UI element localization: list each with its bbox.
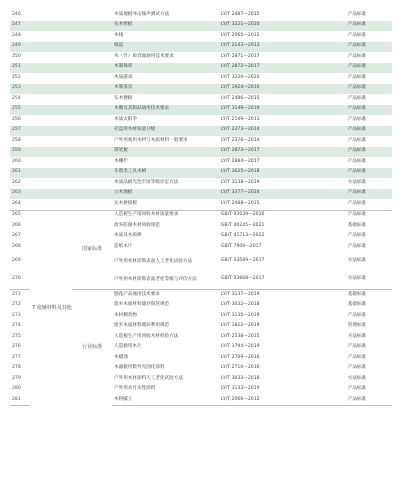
standard-code: LY/T 2487—2015	[221, 11, 260, 17]
standard-type: 产品标准	[347, 243, 367, 249]
standard-type: 方法标准	[347, 179, 367, 185]
table-row	[10, 63, 392, 74]
standard-type: 产品标准	[347, 116, 367, 122]
standard-name: 废弃防腐木材回收规范	[114, 222, 160, 228]
standard-code: LY/T 3149—2019	[219, 105, 322, 116]
empty-category-cell	[30, 199, 112, 210]
standard-name: 木蜡油	[114, 354, 128, 360]
standard-type: 产品标准	[347, 386, 367, 392]
standard-name: 托盘用木材质量分级	[112, 126, 219, 137]
empty-category-cell	[30, 105, 112, 116]
table-row	[10, 157, 392, 168]
standard-code: LY/T 2873—2017	[219, 147, 322, 158]
table-row	[10, 136, 392, 147]
table-row	[10, 52, 392, 63]
standard-type: 产品标准	[322, 42, 392, 53]
row-number: 270	[12, 276, 21, 282]
row-number: 251	[10, 63, 30, 74]
table-row	[10, 42, 392, 53]
standard-code: LY/T 2066—2012	[219, 395, 322, 406]
standards-table-body	[10, 10, 392, 406]
subcategory-industry: 行业标准	[72, 289, 112, 406]
standard-code: LY/T 2486—2015	[221, 95, 260, 101]
row-number: 255	[10, 105, 30, 116]
row-number: 260	[12, 158, 21, 164]
standard-code: LY/T 2871—2017	[221, 53, 260, 59]
standard-type: 产品标准	[347, 354, 367, 360]
row-number: 246	[12, 11, 21, 17]
standard-name: 实木壁板	[112, 21, 219, 32]
standard-name: 木质及木质棒	[114, 233, 142, 239]
standard-name-text: 户外用木材涂饰表面人工老化试验方法	[114, 258, 193, 264]
standard-name: 锁笔板	[112, 147, 219, 158]
standard-code: GB/T 41713—2022	[221, 233, 265, 239]
standard-type: 产品标准	[322, 63, 392, 74]
row-number: 263	[10, 189, 30, 200]
row-number: 248	[12, 32, 21, 38]
standard-code: LY/T 3032—2018	[221, 302, 260, 308]
empty-category-cell	[30, 73, 112, 84]
standard-type: 产品标准	[322, 395, 392, 406]
table-row	[10, 94, 392, 105]
row-number: 280	[12, 386, 21, 392]
empty-category-cell	[30, 52, 112, 63]
standard-name: 人造板生产用回收木材质量要求	[112, 210, 219, 221]
standard-name: 木栈	[114, 32, 124, 38]
row-number: 274	[12, 323, 21, 329]
empty-category-cell	[30, 189, 112, 200]
standard-type: 方法标准	[347, 375, 367, 381]
standard-name: 人造板生产用回收木材检验方法	[114, 333, 179, 339]
standard-code: GB/T 33668—2017	[221, 276, 265, 282]
standard-name: 造纸木片	[114, 243, 133, 249]
row-number: 273	[12, 312, 21, 318]
standard-type: 基础标准	[347, 302, 367, 308]
standard-code: LY/T 3025—2018	[219, 168, 322, 179]
standard-code: LY/T 1924—2010	[219, 84, 322, 95]
standard-name: 木质地板冲击噪声测试方法	[114, 11, 170, 17]
standard-type: 方法标准	[347, 258, 367, 264]
standard-code: LY/T 2376—2014	[221, 137, 260, 143]
standard-code: LY/T 1794—2019	[221, 344, 260, 350]
row-number: 252	[12, 74, 21, 80]
row-number: 259	[10, 147, 30, 158]
standard-code: LY/T 3221—2020	[219, 21, 322, 32]
empty-category-cell	[30, 126, 112, 137]
standard-name: 木材剩余物	[114, 312, 137, 318]
row-number: 247	[10, 21, 30, 32]
standard-code: LY/T 3137—2019	[219, 289, 322, 300]
standard-code: LY/T 2872—2017	[219, 63, 322, 74]
empty-category-cell	[30, 84, 112, 95]
standard-name: 实木拼接板	[114, 200, 137, 206]
standard-name: 刨花产品通用技术要求	[112, 289, 219, 300]
empty-category-cell	[30, 63, 112, 74]
empty-category-cell	[30, 10, 112, 21]
table-row	[10, 147, 392, 158]
standards-table	[10, 10, 392, 406]
standard-name: 户外用木材涂料人工老化试验方法	[114, 375, 183, 381]
row-number: 272	[12, 302, 21, 308]
standard-type: 产品标准	[322, 168, 392, 179]
row-number: 269	[12, 258, 21, 264]
empty-category-cell	[30, 31, 112, 42]
standard-code: GB/T 7909—2017	[221, 243, 262, 249]
standard-code: LY/T 2373—2014	[219, 126, 322, 137]
standard-name: 立木地板	[112, 189, 219, 200]
standard-name: 木制茶具	[112, 84, 219, 95]
empty-category-cell	[30, 21, 112, 32]
standard-type: 产品标准	[347, 137, 367, 143]
standard-type: 产品标准	[322, 189, 392, 200]
row-number: 267	[12, 233, 21, 239]
row-number: 253	[10, 84, 30, 95]
standard-code: LY/T 2065—2012	[221, 32, 260, 38]
row-number: 254	[12, 95, 21, 101]
table-row	[10, 105, 392, 116]
standard-code: GB/T 40245—2021	[221, 222, 265, 228]
standard-type: 产品标准	[322, 126, 392, 137]
standard-type: 产品标准	[322, 84, 392, 95]
standard-name: 实木楼板	[114, 95, 133, 101]
standard-type: 产品标准	[347, 312, 367, 318]
standard-type: 产品标准	[347, 365, 367, 371]
row-number: 279	[12, 375, 21, 381]
standard-code: LY/T 2710—2016	[221, 365, 260, 371]
standard-type: 基础标准	[347, 222, 367, 228]
row-number: 258	[12, 137, 21, 143]
empty-category-cell	[30, 157, 112, 168]
standard-code: LY/T 3138—2019	[221, 179, 260, 185]
standard-name: 木（竹）质容器通用技术要求	[114, 53, 174, 59]
empty-category-cell	[30, 147, 112, 158]
subcategory-national: 国家标准	[72, 210, 112, 289]
table-row	[10, 210, 392, 221]
row-number: 257	[10, 126, 30, 137]
row-number: 276	[12, 344, 21, 350]
table-row	[10, 115, 392, 126]
standard-type: 产品标准	[347, 95, 367, 101]
table-row	[10, 31, 392, 42]
empty-category-cell	[30, 168, 112, 179]
standard-type: 产品标准	[347, 53, 367, 59]
standard-code: LY/T 2149—2013	[221, 116, 260, 122]
standard-code: LY/T 2884—2017	[221, 158, 260, 164]
row-number: 266	[12, 222, 21, 228]
row-number: 264	[12, 200, 21, 206]
table-row	[10, 189, 392, 200]
standard-name: 人造板用木片	[114, 344, 142, 350]
standard-type: 产品标准	[322, 147, 392, 158]
standard-code: GB/T 33589—2017	[221, 258, 265, 264]
row-number: 268	[12, 243, 21, 249]
row-number: 261	[10, 168, 30, 179]
standard-name	[112, 271, 219, 290]
empty-category-cell	[30, 94, 112, 105]
standard-type: 产品标准	[347, 32, 367, 38]
standard-name: 木雕及其制品通用技术要求	[112, 105, 219, 116]
standard-name: 木粉腻子	[112, 395, 219, 406]
standard-code: LY/T 2143—2013	[219, 42, 322, 53]
standard-type: 管理标准	[347, 323, 367, 329]
standard-type: 产品标准	[347, 74, 367, 80]
standard-name: 栈道	[112, 42, 219, 53]
standard-type: 产品标准	[347, 11, 367, 17]
standard-type: 产品标准	[322, 105, 392, 116]
row-number: 265	[10, 210, 30, 221]
standard-type: 产品标准	[347, 233, 367, 239]
standard-type: 方法标准	[347, 276, 367, 282]
standard-type: 产品标准	[347, 344, 367, 350]
standard-code: LY/T 3220—2020	[221, 74, 260, 80]
standard-type: 方法标准	[347, 333, 367, 339]
standard-name: 户外用木竹水性涂料	[114, 386, 156, 392]
row-number: 249	[10, 42, 30, 53]
empty-category-cell	[30, 178, 112, 189]
table-row	[10, 10, 392, 21]
standard-name: 木质品耐光色牢度等级评定方法	[114, 179, 179, 185]
standard-code: LY/T 1822—2019	[221, 323, 260, 329]
standard-name: 车削类工具木柄	[112, 168, 219, 179]
standard-code: LY/T 2538—2015	[221, 333, 260, 339]
standard-name: 木制珠串	[112, 63, 219, 74]
standard-name: 废弃木质材料循环利用规范	[114, 323, 170, 329]
standard-name: 木栅栏	[114, 158, 128, 164]
standard-code: GB/T 33039—2016	[219, 210, 322, 221]
standard-name: 木质太阳伞	[114, 116, 137, 122]
standard-code: LY/T 2709—2016	[221, 354, 260, 360]
standard-type: 产品标准	[347, 200, 367, 206]
standard-name-text: 户外用木材涂饰表面老化等级与评价方法	[114, 277, 197, 283]
standard-code: LY/T 2488—2015	[221, 200, 260, 206]
standard-code: LY/T 3135—2019	[221, 312, 260, 318]
standard-type: 基础标准	[322, 289, 392, 300]
row-number: 262	[12, 179, 21, 185]
standard-code: LY/T 3033—2018	[221, 375, 260, 381]
standard-type: 产品标准	[322, 21, 392, 32]
standard-type: 产品标准	[347, 158, 367, 164]
row-number: 250	[12, 53, 21, 59]
standard-name: 户外用观用木材与木质材料一般要求	[114, 137, 188, 143]
standard-name: 木器板用紫外光固化涂料	[114, 365, 165, 371]
table-row	[10, 178, 392, 189]
table-row	[10, 126, 392, 137]
standard-name: 废弃木质材料储存保管规范	[114, 302, 170, 308]
row-number: 277	[12, 354, 21, 360]
standard-code: LY/T 3377—2024	[219, 189, 322, 200]
standard-code: LY/T 3133—2019	[221, 386, 260, 392]
empty-category-cell	[30, 136, 112, 147]
table-row	[10, 168, 392, 179]
table-row	[10, 199, 392, 210]
row-number: 281	[10, 395, 30, 406]
category-cell: 7 废辅材料及其他	[30, 210, 72, 406]
empty-category-cell	[30, 42, 112, 53]
row-number: 271	[10, 289, 30, 300]
table-row	[10, 21, 392, 32]
row-number: 278	[12, 365, 21, 371]
table-row	[10, 84, 392, 95]
row-number: 256	[12, 116, 21, 122]
standard-name: 木质游戏	[114, 74, 133, 80]
standard-name	[112, 253, 219, 271]
standard-type: 产品标准	[322, 210, 392, 221]
empty-category-cell	[30, 115, 112, 126]
row-number: 275	[12, 333, 21, 339]
table-row	[10, 73, 392, 84]
